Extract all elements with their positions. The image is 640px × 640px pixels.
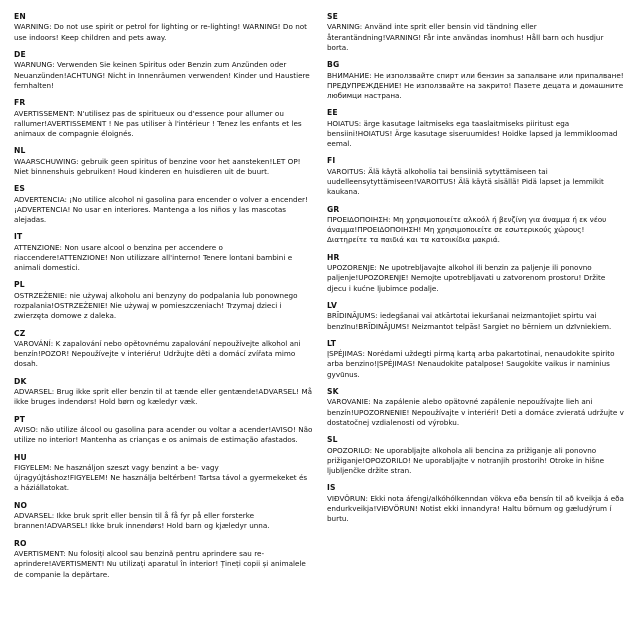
language-code: HU (14, 452, 27, 462)
language-entry (327, 12, 626, 53)
language-code: LT (327, 338, 337, 348)
language-code: FR (14, 98, 26, 108)
warning-text: UPOZORENJE: Ne upotrebljavajte alkohol ili benzin za paljenje ili ponovno paljenje!UPOZORENJE! Nemojte upotrebljavati u zatvorenom prostoru! Držite djecu i kućne ljubimce podalje. (327, 263, 606, 293)
language-entry (14, 184, 313, 225)
language-entry (14, 377, 313, 408)
language-code: BG (327, 60, 340, 70)
language-entry (14, 501, 313, 532)
warning-text: ВНИМАНИЕ: Не използвайте спирт или бензин за запалване или припалване!ПРЕДУПРЕЖДЕНИЕ! Не използвайте на закрито! Пазете децата и домашните любимци настрана. (327, 70, 624, 101)
warning-text: VARNING: Använd inte sprit eller bensin vid tändning eller återantändning!VARNING! Får inte användas inomhus! Håll barn och husdjur borta. (327, 22, 604, 52)
warning-text: ADVARSEL: Brug ikke sprit eller benzin til at tænde eller gentænde!ADVARSEL! Må ikke bruges indendørs! Hold børn og kæledyr væk. (14, 387, 313, 407)
warning-text: AVISO: não utilize álcool ou gasolina para acender ou voltar a acender!AVISO! Não utilize no interior! Mantenha as crianças e os animais de estimação afastados. (14, 425, 313, 445)
language-code: EN (14, 12, 26, 21)
warning-text: WAARSCHUWING: gebruik geen spiritus of benzine voor het aansteken!LET OP! Niet binnenshuis gebruiken! Houd kinderen en huisdieren uit de buurt. (14, 156, 301, 176)
warning-text: BRĪDINĀJUMS: iedegšanai vai atkārtotai iekuršanai neizmantojiet spirtu vai benzīnu!BRĪDINĀJUMS! Neizmantot telpās! Sargiet no bērniem un dzīvniekiem. (327, 311, 612, 331)
language-code: SE (327, 12, 339, 21)
language-code: NL (14, 146, 26, 156)
language-code: HR (327, 252, 340, 262)
language-code: EE (327, 108, 338, 118)
language-code: SL (327, 435, 338, 445)
language-entry (14, 146, 313, 177)
warning-text: ΠΡΟΕΙΔΟΠΟΙΗΣΗ: Μη χρησιμοποιείτε αλκοόλ ή βενζίνη για άναμμα ή εκ νέου άναμμα!ΠΡΟΕΙΔΟΠΟΙΗΣΗ! Μη χρησιμοποιείτε σε εσωτερικούς χώρους! Διατηρείτε τα παιδιά και τα κατοικίδια μακριά. (327, 215, 607, 245)
language-code: RO (14, 538, 27, 548)
language-code: IT (14, 232, 23, 242)
warning-text: VAROITUS: Älä käytä alkoholia tai bensiiniä sytyttämiseen tai uudelleensytyttämiseen!VAROITUS! Älä käytä sisällä! Pidä lapset ja lemmikit kaukana. (327, 166, 604, 197)
warning-text: AVERTISSEMENT: N'utilisez pas de spiritueux ou d'essence pour allumer ou rallumer!AVERTISSEMENT ! Ne pas utiliser à l'intérieur ! Tenez les enfants et les animaux de compagnie éloignés. (14, 108, 302, 138)
language-entry (14, 98, 313, 139)
language-entry (327, 253, 626, 294)
language-code: NO (14, 500, 28, 510)
language-code: PL (14, 280, 25, 290)
language-entry (327, 301, 626, 332)
language-entry (327, 483, 626, 524)
language-entry (327, 205, 626, 246)
warning-text: WARNUNG: Verwenden Sie keinen Spiritus oder Benzin zum Anzünden oder Neuanzünden!ACHTUNG! Nicht in Innenräumen verwenden! Kinder und Haustiere fernhalten! (14, 60, 310, 90)
warning-text: AVERTISMENT: Nu folosiți alcool sau benzină pentru aprindere sau re-aprindere!AVERTISMENT! Nu utilizați aparatul în interior! Țineți copii și animalele de companie la depărtare. (14, 549, 306, 579)
language-entry (14, 50, 313, 91)
language-entry (14, 453, 313, 494)
language-code: ES (14, 184, 26, 194)
language-entry (14, 539, 313, 580)
left-language-column (14, 12, 313, 630)
warning-text: VAROVANIE: Na zapálenie alebo opätovné zapálenie nepoužívajte lieh ani benzín!UPOZORNENIE! Nepoužívajte v interiéri! Deti a domáce zvieratá udržujte v dostatočnej vzdialenosti od výrobku. (327, 397, 624, 427)
language-entry (327, 60, 626, 101)
language-code: CZ (14, 328, 26, 338)
warning-text: ATTENZIONE: Non usare alcool o benzina per accendere o riaccendere!ATTENZIONE! Non utilizzare all'interno! Tenere lontani bambini e animali domestici. (14, 242, 293, 273)
warning-text: HOIATUS: ärge kasutage laitmiseks ega taaslaitmiseks piiritust ega bensiini!HOIATUS! Ärge kasutage siseruumides! Hoidke lapsed ja lemmikloomad eemal. (327, 118, 618, 149)
language-code: DE (14, 49, 26, 59)
language-code: GR (327, 204, 340, 214)
language-entry (14, 232, 313, 273)
language-entry (14, 12, 313, 43)
language-code: DK (14, 376, 27, 386)
language-code: IS (327, 483, 336, 493)
warning-text: VIÐVÖRUN: Ekki nota áfengi/alkóhólkenndan vökva eða bensín til að kveikja á eða endurkveikja!VIÐVÖRUN! Notist ekki innandyra! Haltu börnum og gæludýrum í burtu. (327, 493, 624, 524)
warning-text: ADVERTENCIA: ¡No utilice alcohol ni gasolina para encender o volver a encender!¡ADVERTENCIA! No usar en interiores. Mantenga a los niños y las mascotas alejadas. (14, 194, 308, 225)
warning-text: OPOZORILO: Ne uporabljajte alkohola ali bencina za prižiganje ali ponovno prižiganje!OPOZORILO! Ne uporabljajte v notranjih prostorih! Otroke in hišne ljubljenčke držite stran. (327, 445, 605, 475)
language-entry (14, 280, 313, 321)
warning-text: WARNING: Do not use spirit or petrol for lighting or re-lighting! WARNING! Do not use indoors! Keep children and pets away. (14, 22, 308, 42)
language-entry (327, 108, 626, 149)
language-entry (327, 387, 626, 428)
language-code: PT (14, 414, 26, 424)
language-code: LV (327, 300, 338, 310)
warning-text: ĮSPĖJIMAS: Norėdami uždegti pirmą kartą arba pakartotinai, nenaudokite spirito arba benzino!ĮSPĖJIMAS! Nenaudokite patalpose! Saugokite vaikus ir naminius gyvūnus. (327, 349, 615, 379)
language-entry (14, 329, 313, 370)
language-code: SK (327, 386, 339, 396)
warning-text: ADVARSEL: Ikke bruk sprit eller bensin til å få fyr på eller forsterke brannen!ADVARSEL! Ikke bruk innendørs! Hold barn og kjæledyr unna. (14, 511, 270, 531)
language-entry (327, 435, 626, 476)
right-language-column (327, 12, 626, 630)
language-entry (327, 339, 626, 380)
warning-text: VAROVÁNÍ: K zapalování nebo opětovnému zapalování nepoužívejte alkohol ani benzín!POZOR! Nepoužívejte v interiéru! Udržujte děti a domácí zvířata mimo dosah. (14, 339, 301, 369)
language-entry (14, 415, 313, 446)
warning-text: FIGYELEM: Ne használjon szeszt vagy benzint a be- vagy újragyújtáshoz!FIGYELEM! Ne használja beltérben! Tartsa távol a gyermekeket és a háziállatokat. (14, 463, 308, 493)
language-entry (327, 156, 626, 197)
warning-text: OSTRZEŻENIE: nie używaj alkoholu ani benzyny do podpalania lub ponownego rozpalania!OSTRZEŻENIE! Nie używaj w pomieszczeniach! Trzymaj dzieci i zwierzęta domowe z daleka. (14, 290, 298, 321)
language-code: FI (327, 156, 336, 166)
